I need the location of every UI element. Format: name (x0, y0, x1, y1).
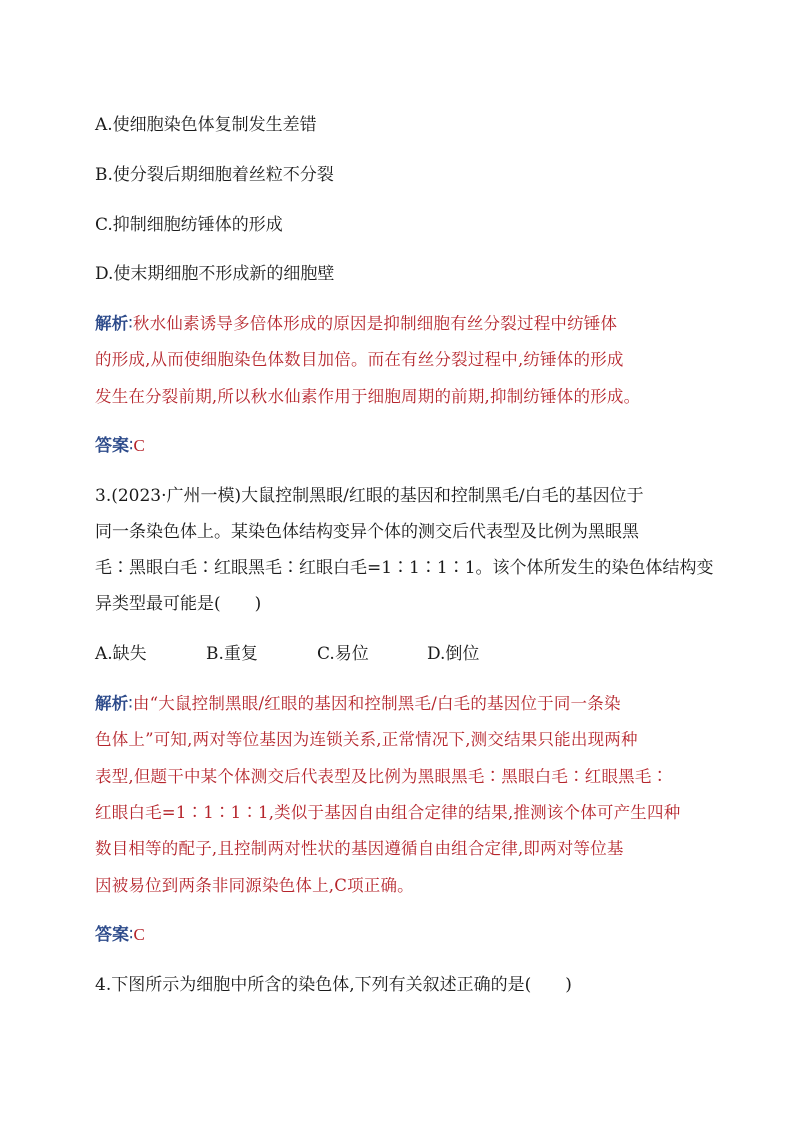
q2-answer: 答案∶C (95, 436, 145, 456)
q3-stem-line-3: 毛∶黑眼白毛∶红眼黑毛∶红眼白毛=1∶1∶1∶1。该个体所发生的染色体结构变 (95, 558, 714, 578)
q3-explanation-line-3: 表型,但题干中某个体测交后代表型及比例为黑眼黑毛∶黑眼白毛∶红眼黑毛∶ (95, 767, 669, 786)
q3-answer-value: C (133, 925, 145, 944)
q3-answer: 答案∶C (95, 925, 145, 945)
q2-option-c: C.抑制细胞纺锤体的形成 (95, 215, 283, 235)
q3-option-d: D.倒位 (427, 644, 480, 664)
q3-stem-line-4: 异类型最可能是( ) (95, 594, 262, 614)
q3-option-b: B.重复 (206, 644, 258, 664)
q4-stem: 4.下图所示为细胞中所含的染色体,下列有关叙述正确的是( ) (95, 975, 572, 995)
q2-answer-value: C (133, 436, 145, 455)
q2-option-b: B.使分裂后期细胞着丝粒不分裂 (95, 165, 334, 185)
q2-option-a: A.使细胞染色体复制发生差错 (95, 115, 317, 135)
q2-explanation-line-2: 的形成,从而使细胞染色体数目加倍。而在有丝分裂过程中,纺锤体的形成 (95, 350, 624, 369)
q2-explanation-line-3: 发生在分裂前期,所以秋水仙素作用于细胞周期的前期,抑制纺锤体的形成。 (95, 387, 641, 406)
q2-explanation-label: 解析 (95, 314, 129, 333)
q2-explanation-text-1: 秋水仙素诱导多倍体形成的原因是抑制细胞有丝分裂过程中纺锤体 (132, 314, 618, 333)
q3-explanation-line-5: 数目相等的配子,且控制两对性状的基因遵循自由组合定律,即两对等位基 (95, 839, 624, 858)
q3-explanation-line-2: 色体上”可知,两对等位基因为连锁关系,正常情况下,测交结果只能出现两种 (95, 730, 638, 749)
q2-explanation-line-1: 解析∶秋水仙素诱导多倍体形成的原因是抑制细胞有丝分裂过程中纺锤体 (95, 314, 618, 333)
q3-explanation-label: 解析 (95, 694, 129, 713)
q3-explanation-line-1: 解析∶由“大鼠控制黑眼/红眼的基因和控制黑毛/白毛的基因位于同一条染 (95, 694, 621, 713)
q3-explanation-line-4: 红眼白毛=1∶1∶1∶1,类似于基因自由组合定律的结果,推测该个体可产生四种 (95, 803, 681, 822)
q3-explanation-line-6: 因被易位到两条非同源染色体上,C项正确。 (95, 876, 414, 895)
q3-stem-line-1: 3.(2023·广州一模)大鼠控制黑眼/红眼的基因和控制黑毛/白毛的基因位于 (95, 486, 644, 506)
q3-option-a: A.缺失 (95, 644, 147, 664)
q2-answer-label: 答案 (95, 436, 129, 456)
q3-options-row (95, 643, 695, 665)
q3-explanation-text-1: 由“大鼠控制黑眼/红眼的基因和控制黑毛/白毛的基因位于同一条染 (132, 694, 621, 713)
q3-answer-label: 答案 (95, 925, 129, 945)
q2-option-d: D.使末期细胞不形成新的细胞壁 (95, 264, 335, 284)
q3-stem-line-2: 同一条染色体上。某染色体结构变异个体的测交后代表型及比例为黑眼黑 (95, 522, 639, 542)
q3-option-c: C.易位 (317, 644, 369, 664)
